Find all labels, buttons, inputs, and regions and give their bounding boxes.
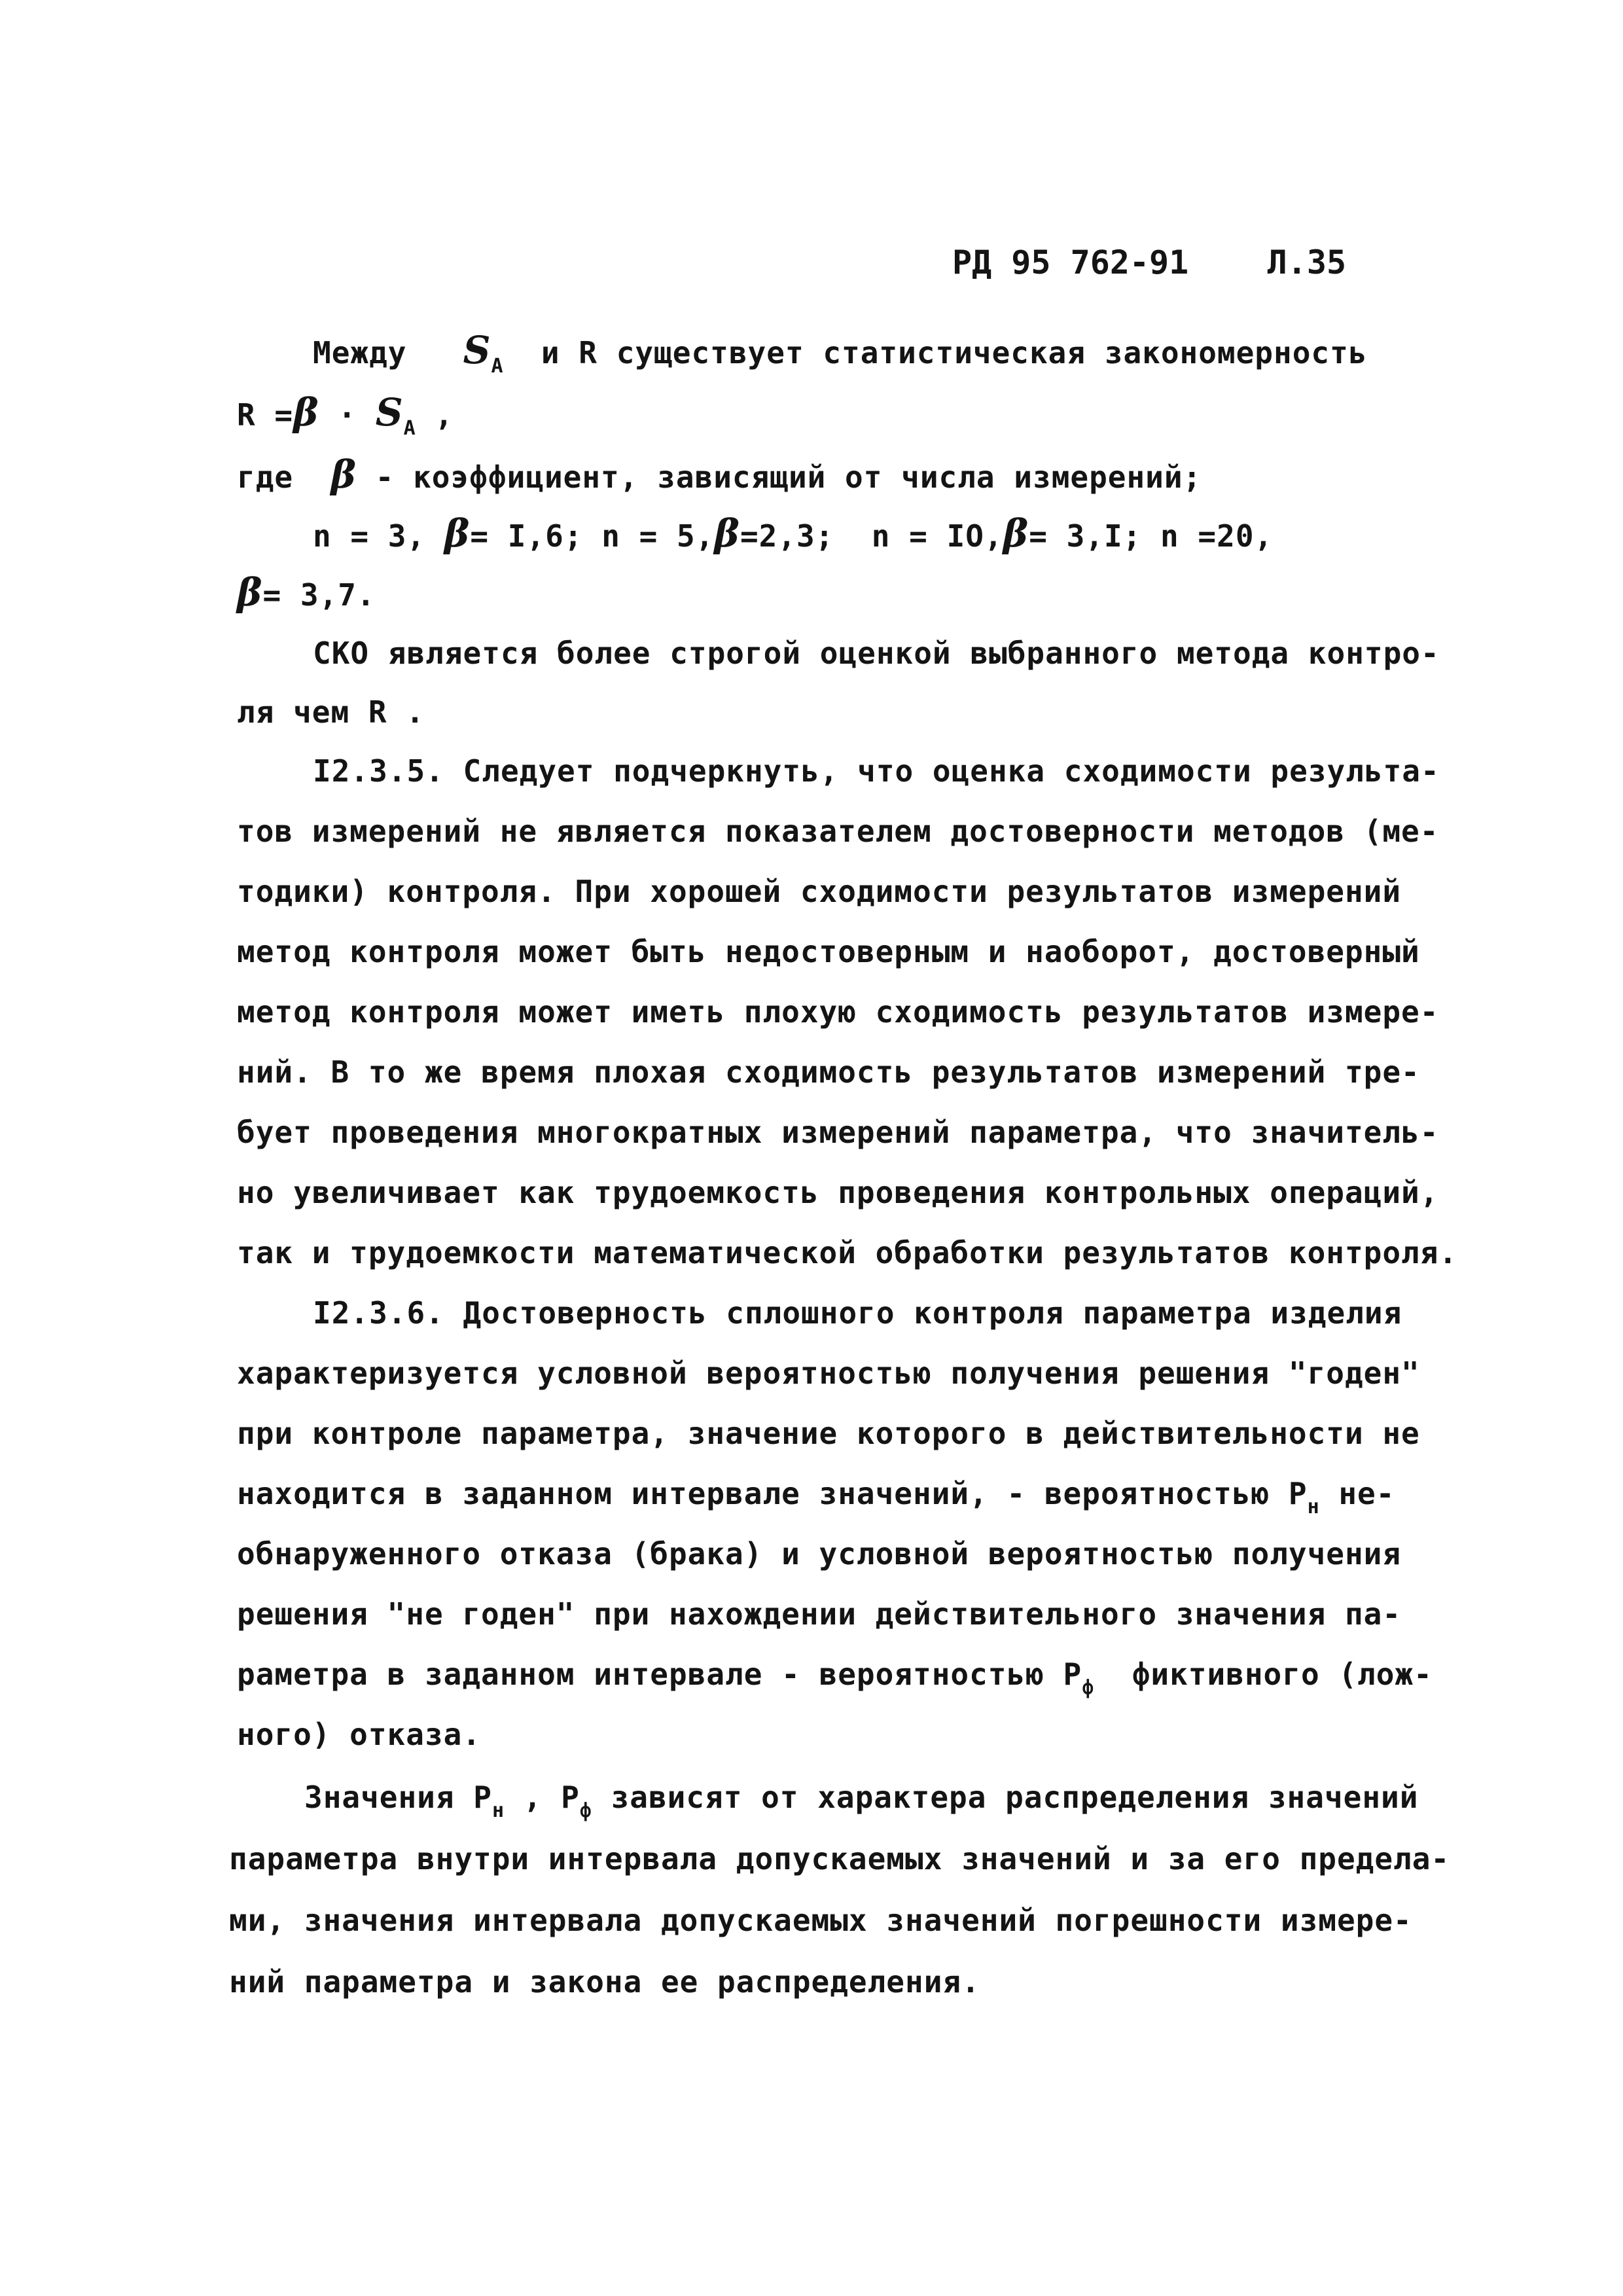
values-paragraph-line: параметра внутри интервала допускаемых значений и за его предела-	[229, 1841, 1450, 1876]
document-code: РД 95 762-91	[952, 243, 1189, 281]
section-12-3-5-line: I2.3.5. Следует подчеркнуть, что оценка сходимости результа-	[313, 753, 1440, 789]
sigma-symbol: S	[463, 328, 491, 372]
section-12-3-6-line: раметра в заданном интервале - вероятностью $Р_ф$ фиктивного (лож-	[237, 1657, 1433, 1699]
section-12-3-5-line: ний. В то же время плохая сходимость результатов измерений тре-	[237, 1054, 1420, 1090]
section-12-3-5-line: метод контроля может иметь плохую сходимость результатов измере-	[237, 994, 1439, 1030]
section-12-3-6-line: ного) отказа.	[237, 1717, 482, 1752]
section-12-3-5-line: метод контроля может быть недостоверным и наоборот, достоверный	[237, 934, 1420, 969]
section-12-3-6-line: при контроле параметра, значение которого в действительности не	[237, 1416, 1420, 1451]
section-12-3-5-line: бует проведения многократных измерений параметра, что значитель-	[237, 1115, 1439, 1150]
sko-line-1: СКО является более строгой оценкой выбранного метода контро-	[313, 636, 1440, 671]
values-paragraph-line: ний параметра и закона ее распределения.	[229, 1964, 980, 2000]
formula-equation: $R =\beta \cdot S_А$ ,	[237, 390, 454, 440]
sheet-number: Л.35	[1267, 243, 1347, 281]
section-12-3-6-line: находится в заданном интервале значений, - вероятностью $Р_н$ не-	[237, 1476, 1395, 1518]
sko-line-2: ля чем R .	[237, 694, 425, 730]
formula-values-2: β= 3,7.	[237, 570, 376, 615]
values-paragraph-line: Значения $Р_н$ , $Р_ф$ зависят от характера распределения значений	[304, 1780, 1419, 1822]
beta-symbol: β	[293, 390, 319, 435]
section-12-3-6-line: решения "не годен" при нахождении действительного значения па-	[237, 1596, 1402, 1632]
values-paragraph-line: ми, значения интервала допускаемых значений погрешности измере-	[229, 1903, 1412, 1938]
section-12-3-5-line: но увеличивает как трудоемкость проведения контрольных операций,	[237, 1175, 1439, 1210]
formula-intro: Между $S_А$ и R существует статистическая закономерность	[313, 328, 1368, 378]
section-12-3-5-line: так и трудоемкости математической обработки результатов контроля.	[237, 1235, 1458, 1270]
section-12-3-5-line: тов измерений не является показателем достоверности методов (ме-	[237, 814, 1439, 849]
page-header	[952, 243, 1346, 281]
section-12-3-6-line: обнаруженного отказа (брака) и условной вероятностью получения	[237, 1536, 1402, 1571]
formula-values-1: n = 3, β= I,6; n = 5,β=2,3; n = IO,β= 3,I; n =20,	[313, 511, 1274, 556]
section-12-3-6-line: I2.3.6. Достоверность сплошного контроля параметра изделия	[313, 1295, 1402, 1331]
section-12-3-5-line: тодики) контроля. При хорошей сходимости результатов измерений	[237, 874, 1402, 909]
formula-where: где β - коэффициент, зависящий от числа измерений;	[237, 452, 1202, 497]
section-12-3-6-line: характеризуется условной вероятностью получения решения "годен"	[237, 1355, 1420, 1391]
